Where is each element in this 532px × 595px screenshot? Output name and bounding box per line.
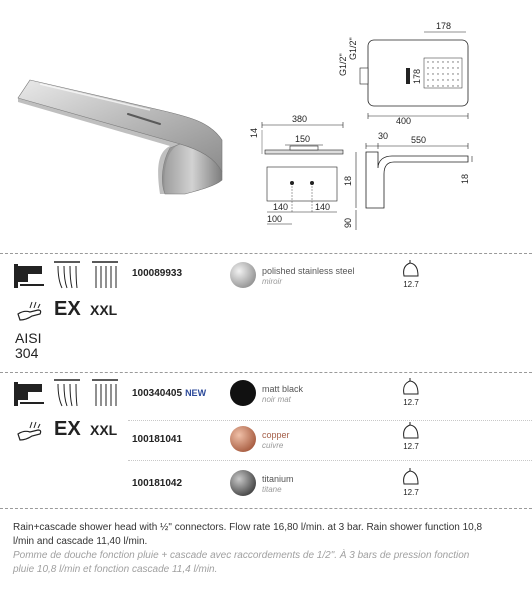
shower-outlet-icon xyxy=(14,262,46,290)
dim-100: 100 xyxy=(267,214,283,224)
ex-label: EX xyxy=(54,298,81,320)
hand-wash-icon xyxy=(16,420,46,444)
packaging-icon xyxy=(400,260,422,278)
packaging-icon xyxy=(400,468,422,486)
separator xyxy=(0,508,532,509)
dim-178-top: 178 xyxy=(436,21,452,31)
finish-swatch xyxy=(230,262,256,288)
top-view-drawing xyxy=(328,18,478,128)
finish-name: copper xyxy=(262,430,290,440)
product-image xyxy=(10,62,235,202)
finish-name-fr: miroir xyxy=(262,277,282,286)
side-view-drawing xyxy=(338,128,478,233)
finish-name: titanium xyxy=(262,474,294,484)
packaging-value: 12.7 xyxy=(403,280,419,289)
xxl-label: XXL xyxy=(90,302,118,318)
separator xyxy=(0,253,532,254)
rain-shower-icon xyxy=(90,378,120,408)
shower-outlet-icon xyxy=(14,380,46,408)
ex-label: EX xyxy=(54,418,81,440)
finish-swatch xyxy=(230,380,256,406)
dim-250: 18 xyxy=(343,175,353,186)
separator xyxy=(0,372,532,373)
dim-140-right: 140 xyxy=(315,202,331,212)
aisi-label: AISI xyxy=(15,330,42,346)
finish-swatch xyxy=(230,426,256,452)
label-g12-a: G1/2" xyxy=(338,53,348,76)
finish-name: matt black xyxy=(262,384,304,394)
packaging-value: 12.7 xyxy=(403,442,419,451)
packaging-icon xyxy=(400,378,422,396)
dim-90: 90 xyxy=(343,217,353,228)
product-code: 100340405 NEW xyxy=(132,388,207,399)
new-badge: NEW xyxy=(185,388,207,398)
description-fr: Pomme de douche fonction pluie + cascade avec raccordements de 1/2". À 3 bars de pression fonction pluie 10,8 l/min et fonction cascade 11,4 l/min. xyxy=(13,550,470,575)
dim-380: 380 xyxy=(292,114,308,124)
aisi-grade-label: 304 xyxy=(15,345,39,361)
rain-cascade-icon xyxy=(52,260,82,290)
finish-name-fr: cuivre xyxy=(262,441,284,450)
dim-30: 30 xyxy=(378,131,389,141)
finish-name: polished stainless steel xyxy=(262,266,355,276)
product-code: 100181041 xyxy=(132,434,183,445)
finish-swatch xyxy=(230,470,256,496)
product-code: 100181042 xyxy=(132,478,183,489)
finish-name-fr: titane xyxy=(262,485,282,494)
rain-cascade-icon xyxy=(52,378,82,408)
dim-14: 14 xyxy=(249,127,259,138)
row-divider xyxy=(128,420,532,421)
product-code: 100089933 xyxy=(132,268,183,279)
row-divider xyxy=(128,460,532,461)
dim-400: 400 xyxy=(396,116,412,126)
description-en: Rain+cascade shower head with ½" connectors. Flow rate 16,80 l/min. at 3 bar. Rain shower function 10,8 l/min and cascade 11,40 l/min. xyxy=(13,522,483,547)
packaging-value: 12.7 xyxy=(403,398,419,407)
dim-18: 18 xyxy=(460,173,470,184)
hand-wash-icon xyxy=(16,300,46,324)
label-g12-b: G1/2" xyxy=(348,37,358,60)
dim-140-left: 140 xyxy=(273,202,289,212)
dim-550: 550 xyxy=(411,135,427,145)
dim-178-side: 178 xyxy=(412,68,422,84)
dim-150: 150 xyxy=(295,134,311,144)
xxl-label: XXL xyxy=(90,422,118,438)
finish-name-fr: noir mat xyxy=(262,395,291,404)
packaging-icon xyxy=(400,422,422,440)
packaging-value: 12.7 xyxy=(403,488,419,497)
rain-shower-icon xyxy=(90,260,120,290)
